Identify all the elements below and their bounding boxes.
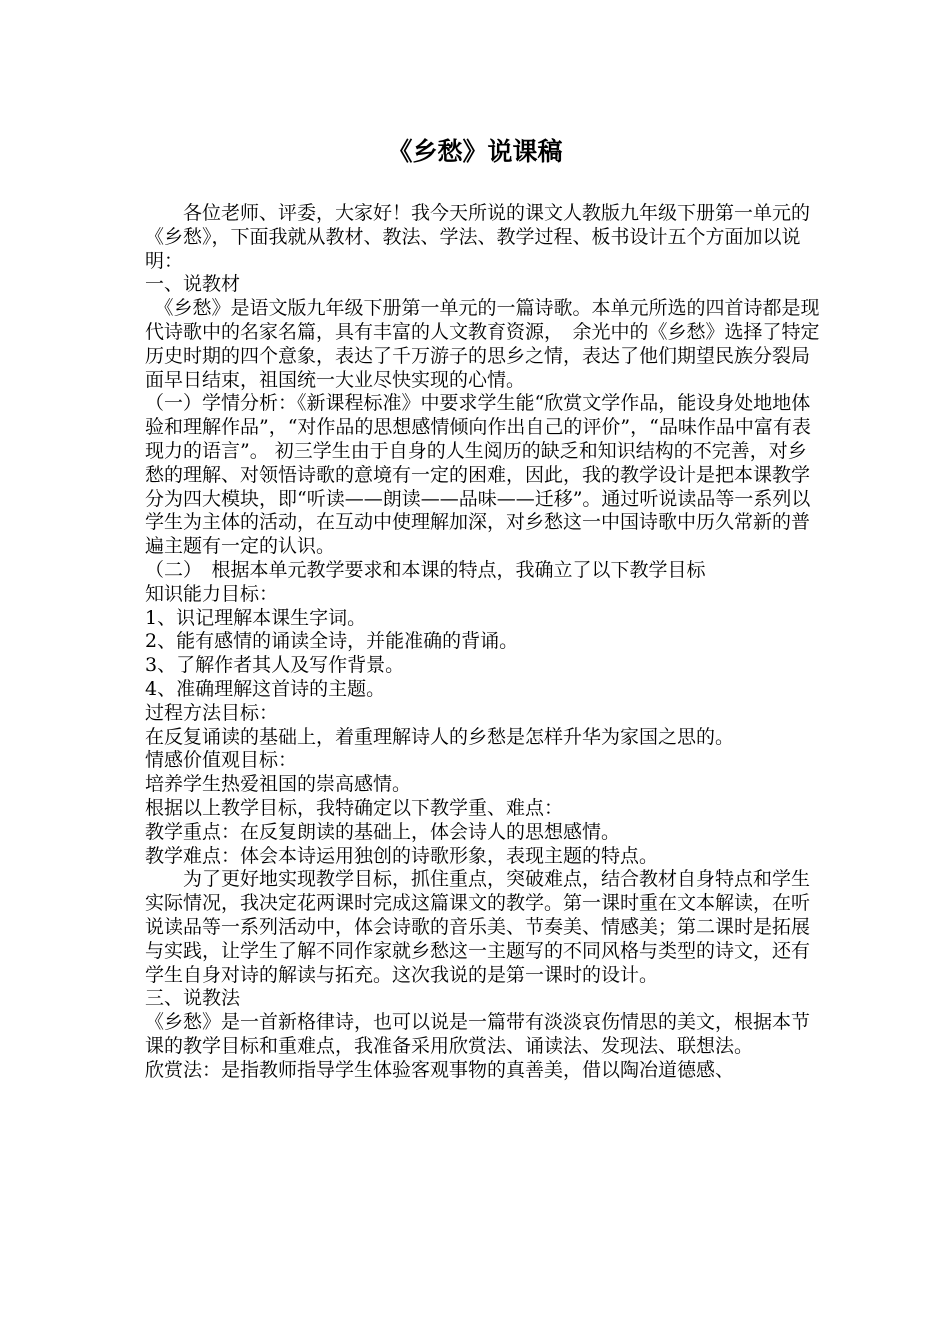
paragraph-greeting: 各位老师、评委，大家好！我今天所说的课文人教版九年级下册第一单元的《乡愁》，下面我就从教材、教法、学法、教学过程、板书设计五个方面加以说明： (145, 202, 811, 272)
paragraph-methods-intro: 《乡愁》是一首新格律诗，也可以说是一篇带有淡淡哀伤情思的美文，根据本节课的教学目标和重难点，我准备采用欣赏法、诵读法、发现法、联想法。 (145, 1011, 811, 1057)
paragraph-appreciation-method: 欣赏法：是指教师指导学生体验客观事物的真善美，借以陶冶道德感、 (145, 1058, 735, 1081)
document-body (145, 202, 825, 1082)
paragraph-difficulty: 教学难点：体会本诗运用独创的诗歌形象，表现主题的特点。 (145, 844, 659, 867)
list-item-goal-1: 1、识记理解本课生字词。 (145, 606, 367, 629)
paragraph-student-analysis: （一）学情分析：《新课程标准》中要求学生能“欣赏文学作品，能设身处地地体验和理解作品”，“对作品的思想感情倾向作出自己的评价”，“品味作品中富有表现力的语言”。 初三学生由于自身的人生阅历的缺乏和知识结构的不完善，对乡愁的理解、对领悟诗歌的意境有一定的困难，因此，我的教学设计是把本课教学分为四大模块，即“听读——朗读——品味——迁移”。通过听说读品等一系列以学生为主体的活动，在互动中使理解加深，对乡愁这一中国诗歌中历久常新的普遍主题有一定的认识。 (145, 392, 811, 558)
paragraph-textbook-intro: 《乡愁》是语文版九年级下册第一单元的一篇诗歌。本单元所选的四首诗都是现代诗歌中的名家名篇，具有丰富的人文教育资源， 余光中的《乡愁》选择了特定历史时期的四个意象，表达了千万游子的思乡之情，表达了他们期望民族分裂局面早日结束，祖国统一大业尽快实现的心情。 (145, 297, 820, 391)
paragraph-process-goals: 在反复诵读的基础上，着重理解诗人的乡愁是怎样升华为家国之思的。 (145, 725, 735, 748)
paragraph-lesson-plan: 为了更好地实现教学目标，抓住重点，突破难点，结合教材自身特点和学生实际情况，我决定花两课时完成这篇课文的教学。第一课时重在文本解读，在听说读品等一系列活动中，体会诗歌的音乐美、节奏美、情感美；第二课时是拓展与实践，让学生了解不同作家就乡愁这一主题写的不同风格与类型的诗文，还有学生自身对诗的解读与拓充。这次我说的是第一课时的设计。 (145, 868, 811, 986)
heading-knowledge-goals: 知识能力目标： (145, 582, 279, 605)
heading-emotion-goals: 情感价值观目标： (145, 749, 298, 772)
heading-teaching-methods: 三、说教法 (145, 987, 241, 1010)
paragraph-key-points-intro: 根据以上教学目标，我特确定以下教学重、难点： (145, 796, 564, 819)
document-title: 《乡愁》说课稿 (387, 137, 563, 166)
heading-textbook: 一、说教材 (145, 273, 241, 296)
list-item-goal-2: 2、能有感情的诵读全诗，并能准确的背诵。 (145, 630, 519, 653)
list-item-goal-4: 4、准确理解这首诗的主题。 (145, 677, 386, 700)
paragraph-key-point: 教学重点：在反复朗读的基础上，体会诗人的思想感情。 (145, 820, 621, 843)
heading-process-goals: 过程方法目标： (145, 701, 279, 724)
paragraph-teaching-goals-intro: （二） 根据本单元教学要求和本课的特点，我确立了以下教学目标 (145, 558, 706, 581)
list-item-goal-3: 3、了解作者其人及写作背景。 (145, 654, 405, 677)
paragraph-emotion-goals: 培养学生热爱祖国的崇高感情。 (145, 773, 412, 796)
